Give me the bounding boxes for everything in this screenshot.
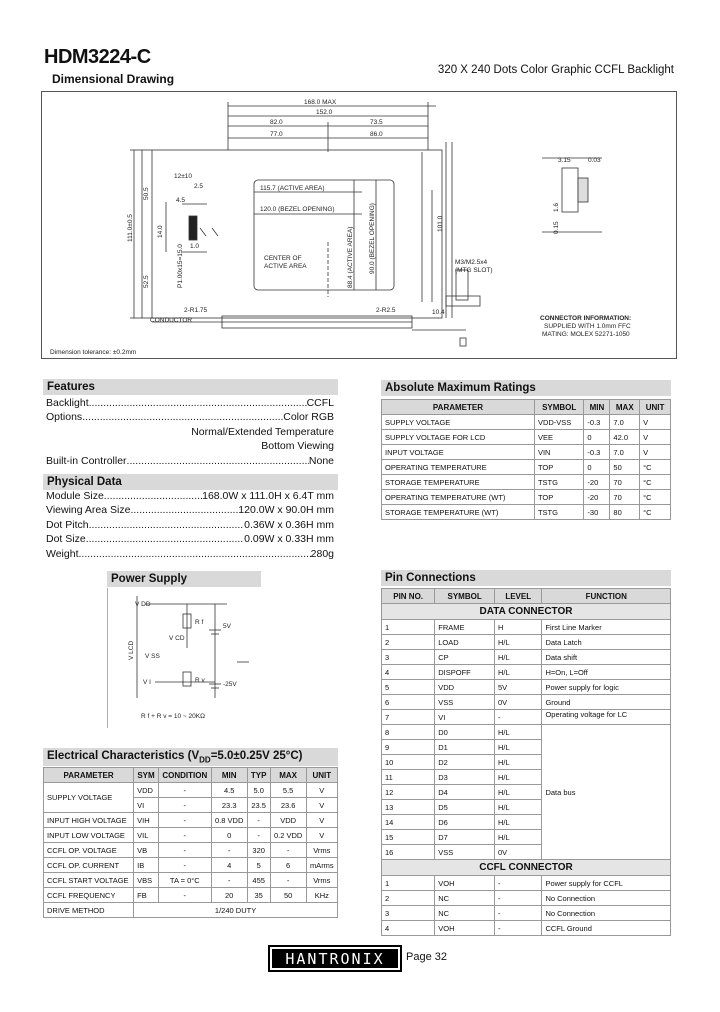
electrical-unit: Vrms <box>306 873 337 888</box>
absolute-sym: TSTG <box>534 505 583 520</box>
dim-tol: 12±10 <box>174 173 193 180</box>
dim-505-left: 50.5 <box>143 187 150 200</box>
power-rf: R f <box>195 619 204 626</box>
pin-number: 12 <box>382 785 435 800</box>
product-description: 320 X 240 Dots Color Graphic CCFL Backlight <box>437 64 674 76</box>
absolute-sym: TOP <box>534 460 583 475</box>
physical-row <box>46 518 334 532</box>
absolute-table <box>381 399 671 520</box>
dim-r25b: 2-R2.5 <box>376 307 396 314</box>
absolute-param: SUPPLY VOLTAGE <box>382 415 535 430</box>
absolute-max: 50 <box>610 460 640 475</box>
pin-row <box>382 650 671 665</box>
pin-level: H/L <box>494 725 541 740</box>
absolute-min: -30 <box>584 505 610 520</box>
electrical-max: - <box>270 843 306 858</box>
absolute-max: 70 <box>610 490 640 505</box>
conductor-label: CONDUCTOR <box>150 317 193 324</box>
absolute-min: -20 <box>584 475 610 490</box>
power-25v: -25V <box>223 681 237 688</box>
absolute-sym: VEE <box>534 430 583 445</box>
electrical-max: 0.2 VDD <box>270 828 306 843</box>
electrical-unit: V <box>306 798 337 813</box>
pin-level: H <box>494 620 541 635</box>
physical-label: Weight <box>46 547 79 560</box>
power-formula: R f + R v = 10 ~ 20KΩ <box>141 713 205 720</box>
dim-140: 14.0 <box>157 225 164 238</box>
absolute-sym: TOP <box>534 490 583 505</box>
absolute-row <box>382 475 671 490</box>
feature-controller: Built-in Controller ..... None <box>46 454 334 468</box>
dim-735: 73.5 <box>370 119 383 126</box>
absolute-header-cell: UNIT <box>640 400 671 415</box>
electrical-header-cell: CONDITION <box>158 768 211 783</box>
pin-header-cell: SYMBOL <box>435 589 495 604</box>
electrical-typ: - <box>247 813 270 828</box>
dim-101: 101.0 <box>437 215 444 232</box>
physical-label: Viewing Area Size <box>46 504 131 517</box>
dim-r175: 2-R1.75 <box>184 307 208 314</box>
electrical-unit: KHz <box>306 888 337 903</box>
absolute-unit: °C <box>640 475 671 490</box>
electrical-drive-value: 1/240 DUTY <box>134 903 338 918</box>
electrical-cond: - <box>158 858 211 873</box>
features-header: Features <box>43 379 338 395</box>
feature-options: Options ..... Color RGB <box>46 410 334 424</box>
pin-symbol: VI <box>435 710 495 725</box>
pin-number: 9 <box>382 740 435 755</box>
electrical-row <box>44 828 338 843</box>
physical-value: 0.09W x 0.33H mm <box>244 533 334 546</box>
electrical-cond: - <box>158 813 211 828</box>
pin-symbol: VSS <box>435 695 495 710</box>
drawing-svg <box>42 92 676 358</box>
dim-015: 0.15 <box>553 221 560 234</box>
pin-number: 1 <box>382 620 435 635</box>
pin-row <box>382 710 671 725</box>
ccfl-level: - <box>494 891 541 906</box>
electrical-row <box>44 873 338 888</box>
pin-level: H/L <box>494 800 541 815</box>
physical-header: Physical Data <box>43 474 338 490</box>
electrical-header: Electrical Characteristics ($V_{DD}=5.0\pm 0.25V$ 25°C) <box>43 748 338 766</box>
electrical-sym: VIL <box>134 828 159 843</box>
pin-row <box>382 620 671 635</box>
electrical-table <box>43 767 338 918</box>
electrical-row <box>44 783 338 798</box>
feature-backlight: Backlight ..... CCFL <box>46 396 334 410</box>
physical-value: 0.36W x 0.36H mm <box>244 518 334 531</box>
pin-symbol: D5 <box>435 800 495 815</box>
data-connector <box>382 604 671 620</box>
pin-level: 0V <box>494 845 541 860</box>
center-label-2: ACTIVE AREA <box>264 263 307 270</box>
electrical-sym: IB <box>134 858 159 873</box>
electrical-max: 50 <box>270 888 306 903</box>
dim-pitch: P1.00x15=15.0 <box>177 244 184 288</box>
dim-104: 10.4 <box>432 309 445 316</box>
pin-number: 3 <box>382 650 435 665</box>
absolute-max: 80 <box>610 505 640 520</box>
center-label-1: CENTER OF <box>264 255 302 262</box>
feature-options-extra-2: Bottom Viewing <box>261 440 334 453</box>
section-subtitle: Dimensional Drawing <box>52 72 175 86</box>
absolute-row <box>382 490 671 505</box>
screw-2: (MTG SLOT) <box>455 267 493 274</box>
ccfl-pin-number: 1 <box>382 876 435 891</box>
dim-111: 111.0±0.5 <box>127 214 134 242</box>
ccfl-function: No Connection <box>542 906 671 921</box>
electrical-unit: V <box>306 828 337 843</box>
absolute-header-cell: PARAMETER <box>382 400 535 415</box>
ccfl-row <box>382 876 671 891</box>
absolute-row <box>382 430 671 445</box>
pin-symbol: CP <box>435 650 495 665</box>
dim-152: 152.0 <box>316 109 333 116</box>
electrical-typ: - <box>247 828 270 843</box>
physical-list <box>46 489 334 561</box>
electrical-sym: VDD <box>134 783 159 798</box>
electrical-param: DRIVE METHOD <box>44 903 134 918</box>
electrical-min: 0.8 VDD <box>211 813 247 828</box>
connector-info-title: CONNECTOR INFORMATION: <box>540 315 632 322</box>
electrical-typ: 5 <box>247 858 270 873</box>
absolute-unit: °C <box>640 505 671 520</box>
dim-315: 3.15 <box>558 157 571 164</box>
absolute-sym: VIN <box>534 445 583 460</box>
absolute-max: 7.0 <box>610 445 640 460</box>
physical-label: Dot Pitch <box>46 518 89 531</box>
electrical-unit: Vrms <box>306 843 337 858</box>
dim-r25: 2.5 <box>194 183 204 190</box>
pin-row <box>382 680 671 695</box>
pin-symbol: D0 <box>435 725 495 740</box>
pin-number: 10 <box>382 755 435 770</box>
absolute-max: 70 <box>610 475 640 490</box>
absolute-param: OPERATING TEMPERATURE <box>382 460 535 475</box>
tolerance-note: Dimension tolerance: ±0.2mm <box>50 349 137 356</box>
electrical-min: - <box>211 843 247 858</box>
ccfl-symbol: VOH <box>435 921 495 936</box>
pin-function: First Line Marker <box>542 620 671 635</box>
absolute-header: Absolute Maximum Ratings <box>381 380 671 396</box>
pin-level: H/L <box>494 665 541 680</box>
power-5v: 5V <box>223 623 231 630</box>
power-vcd: V CD <box>169 635 185 642</box>
pin-number: 11 <box>382 770 435 785</box>
physical-label: Module Size <box>46 490 104 502</box>
absolute-min: 0 <box>584 460 610 475</box>
absolute-param: STORAGE TEMPERATURE (WT) <box>382 505 535 520</box>
pin-symbol: D6 <box>435 815 495 830</box>
pin-level: H/L <box>494 740 541 755</box>
pin-symbol: VSS <box>435 845 495 860</box>
ccfl-level: - <box>494 921 541 936</box>
absolute-param: OPERATING TEMPERATURE (WT) <box>382 490 535 505</box>
pin-number: 4 <box>382 665 435 680</box>
physical-value: 168.0W x 111.0H x 6.4T mm <box>202 490 334 502</box>
pin-symbol: D2 <box>435 755 495 770</box>
pin-level: H/L <box>494 650 541 665</box>
physical-value: 120.0W x 90.0H mm <box>238 504 334 517</box>
electrical-param: CCFL FREQUENCY <box>44 888 134 903</box>
ccfl-level: - <box>494 906 541 921</box>
power-rv: R v <box>195 677 205 684</box>
ccfl-symbol: NC <box>435 891 495 906</box>
electrical-min: 20 <box>211 888 247 903</box>
power-diagram <box>107 588 261 728</box>
physical-label: Dot Size <box>46 533 86 546</box>
absolute-unit: °C <box>640 490 671 505</box>
pin-row <box>382 665 671 680</box>
pin-header-cell: LEVEL <box>494 589 541 604</box>
electrical-sym: VBS <box>134 873 159 888</box>
pin-number: 13 <box>382 800 435 815</box>
dimensional-drawing <box>41 91 677 359</box>
absolute-row <box>382 445 671 460</box>
electrical-param: INPUT HIGH VOLTAGE <box>44 813 134 828</box>
pin-number: 5 <box>382 680 435 695</box>
pin-level: H/L <box>494 755 541 770</box>
electrical-header-cell: MIN <box>211 768 247 783</box>
electrical-row <box>44 903 338 918</box>
electrical-header-cell: UNIT <box>306 768 337 783</box>
pin-number: 16 <box>382 845 435 860</box>
electrical-sym: VI <box>134 798 159 813</box>
electrical-typ: 5.0 <box>247 783 270 798</box>
electrical-param: INPUT LOW VOLTAGE <box>44 828 134 843</box>
pin-symbol: VDD <box>435 680 495 695</box>
connector-info-1: SUPPLIED WITH 1.0mm FFC <box>544 323 631 330</box>
physical-row <box>46 489 334 503</box>
electrical-max: 23.6 <box>270 798 306 813</box>
pin-level: 5V <box>494 680 541 695</box>
electrical-min: - <box>211 873 247 888</box>
absolute-min: 0 <box>584 430 610 445</box>
screw-1: M3/M2.5x4 <box>455 259 488 266</box>
electrical-header-cell: TYP <box>247 768 270 783</box>
electrical-cond: - <box>158 798 211 813</box>
electrical-min: 0 <box>211 828 247 843</box>
pin-row <box>382 635 671 650</box>
pin-symbol: LOAD <box>435 635 495 650</box>
electrical-sym: FB <box>134 888 159 903</box>
electrical-param: CCFL OP. CURRENT <box>44 858 134 873</box>
dim-max-width: 168.0 MAX <box>304 99 337 106</box>
pin-level: H/L <box>494 635 541 650</box>
dim-10: 1.0 <box>190 243 200 250</box>
ccfl-function: Power supply for CCFL <box>542 876 671 891</box>
absolute-unit: V <box>640 415 671 430</box>
electrical-typ: 455 <box>247 873 270 888</box>
electrical-max: - <box>270 873 306 888</box>
dim-45: 4.5 <box>176 197 186 204</box>
dim-884: 88.4 (ACTIVE AREA) <box>347 226 354 288</box>
electrical-param: CCFL START VOLTAGE <box>44 873 134 888</box>
dim-86: 86.0 <box>370 131 383 138</box>
electrical-typ: 23.5 <box>247 798 270 813</box>
ccfl-connector-title: CCFL CONNECTOR <box>382 860 671 876</box>
connector-info-2: MATING: MOLEX 52271-1050 <box>542 331 630 338</box>
electrical-unit: V <box>306 813 337 828</box>
absolute-min: -20 <box>584 490 610 505</box>
pin-function: Power supply for logic <box>542 680 671 695</box>
electrical-row <box>44 843 338 858</box>
absolute-header-cell: MAX <box>610 400 640 415</box>
electrical-cond: - <box>158 783 211 798</box>
electrical-row <box>44 813 338 828</box>
pin-level: - <box>494 710 541 725</box>
dim-16: 1.6 <box>553 202 560 212</box>
pin-symbol: D4 <box>435 785 495 800</box>
absolute-max: 7.0 <box>610 415 640 430</box>
pin-header-cell: PIN NO. <box>382 589 435 604</box>
physical-row <box>46 503 334 517</box>
pin-row <box>382 695 671 710</box>
dim-90: 90.0 (BEZEL OPENING) <box>369 203 376 274</box>
pin-level: H/L <box>494 770 541 785</box>
electrical-unit: V <box>306 783 337 798</box>
absolute-table-wrap <box>381 399 671 520</box>
electrical-typ: 320 <box>247 843 270 858</box>
pin-function-databus: Data bus <box>542 725 671 860</box>
electrical-header-cell: MAX <box>270 768 306 783</box>
pin-symbol: DISPOFF <box>435 665 495 680</box>
page-number: Page 32 <box>406 951 447 963</box>
electrical-header-cell: PARAMETER <box>44 768 134 783</box>
feature-options-extra-1: Normal/Extended Temperature <box>191 425 334 438</box>
physical-row <box>46 532 334 546</box>
electrical-cond: - <box>158 843 211 858</box>
dim-003: 0.03 <box>588 157 601 164</box>
electrical-table-wrap <box>43 767 338 918</box>
absolute-unit: V <box>640 445 671 460</box>
electrical-max: 6 <box>270 858 306 873</box>
electrical-param: CCFL OP. VOLTAGE <box>44 843 134 858</box>
pin-level: H/L <box>494 815 541 830</box>
pin-level: H/L <box>494 830 541 845</box>
pins-table-wrap <box>381 588 671 936</box>
absolute-header-cell: SYMBOL <box>534 400 583 415</box>
absolute-row <box>382 505 671 520</box>
pin-header-cell: FUNCTION <box>542 589 671 604</box>
absolute-min: -0.3 <box>584 415 610 430</box>
ccfl-function: CCFL Ground <box>542 921 671 936</box>
dim-77: 77.0 <box>270 131 283 138</box>
pin-function: H=On, L=Off <box>542 665 671 680</box>
pin-symbol: D7 <box>435 830 495 845</box>
pin-level: 0V <box>494 695 541 710</box>
electrical-header-cell: SYM <box>134 768 159 783</box>
pin-symbol: D3 <box>435 770 495 785</box>
pin-number: 14 <box>382 815 435 830</box>
ccfl-symbol: VOH <box>435 876 495 891</box>
pin-level: H/L <box>494 785 541 800</box>
electrical-min: 23.3 <box>211 798 247 813</box>
pin-number: 2 <box>382 635 435 650</box>
dim-active-area: 115.7 (ACTIVE AREA) <box>260 185 325 192</box>
dim-82: 82.0 <box>270 119 283 126</box>
electrical-row <box>44 888 338 903</box>
electrical-max: 5.5 <box>270 783 306 798</box>
power-vi: V I <box>143 679 151 686</box>
electrical-cond: - <box>158 828 211 843</box>
physical-value: 280g <box>310 547 334 560</box>
ccfl-connector <box>382 860 671 876</box>
absolute-unit: °C <box>640 460 671 475</box>
electrical-min: 4 <box>211 858 247 873</box>
pin-number: 6 <box>382 695 435 710</box>
power-header: Power Supply <box>107 571 261 587</box>
pin-symbol: D1 <box>435 740 495 755</box>
ccfl-row <box>382 891 671 906</box>
electrical-row <box>44 858 338 873</box>
absolute-param: INPUT VOLTAGE <box>382 445 535 460</box>
ccfl-row <box>382 921 671 936</box>
power-vlcd: V LCD <box>128 640 135 660</box>
dim-525: 52.5 <box>143 275 150 288</box>
pins-table <box>381 588 671 936</box>
electrical-sym: VB <box>134 843 159 858</box>
absolute-unit: V <box>640 430 671 445</box>
absolute-row <box>382 460 671 475</box>
model-title: HDM3224-C <box>44 46 151 68</box>
electrical-cond: - <box>158 888 211 903</box>
pins-header: Pin Connections <box>381 570 671 586</box>
absolute-row <box>382 415 671 430</box>
features-list <box>46 396 334 468</box>
pin-function: Ground <box>542 695 671 710</box>
ccfl-pin-number: 2 <box>382 891 435 906</box>
ccfl-row <box>382 906 671 921</box>
pin-row <box>382 725 671 740</box>
electrical-min: 4.5 <box>211 783 247 798</box>
data-connector-title: DATA CONNECTOR <box>382 604 671 620</box>
electrical-unit: mArms <box>306 858 337 873</box>
ccfl-pin-number: 4 <box>382 921 435 936</box>
physical-row <box>46 547 334 561</box>
pin-function: Data shift <box>542 650 671 665</box>
ccfl-pin-number: 3 <box>382 906 435 921</box>
hantronix-logo: HANTRONIX <box>268 945 402 972</box>
absolute-header-cell: MIN <box>584 400 610 415</box>
ccfl-symbol: NC <box>435 906 495 921</box>
absolute-param: STORAGE TEMPERATURE <box>382 475 535 490</box>
absolute-sym: TSTG <box>534 475 583 490</box>
pin-number: 7 <box>382 710 435 725</box>
ccfl-function: No Connection <box>542 891 671 906</box>
absolute-max: 42.0 <box>610 430 640 445</box>
pin-function: Operating voltage for LC <box>542 710 671 725</box>
absolute-param: SUPPLY VOLTAGE FOR LCD <box>382 430 535 445</box>
absolute-sym: VDD-VSS <box>534 415 583 430</box>
absolute-min: -0.3 <box>584 445 610 460</box>
electrical-typ: 35 <box>247 888 270 903</box>
dim-bezel: 120.0 (BEZEL OPENING) <box>260 206 335 213</box>
electrical-max: VDD <box>270 813 306 828</box>
power-vss: V SS <box>145 653 160 660</box>
pin-number: 8 <box>382 725 435 740</box>
electrical-sym: VIH <box>134 813 159 828</box>
pin-symbol: FRAME <box>435 620 495 635</box>
electrical-cond: TA = 0°C <box>158 873 211 888</box>
pin-number: 15 <box>382 830 435 845</box>
power-vdd: V DD <box>135 601 151 608</box>
electrical-param: SUPPLY VOLTAGE <box>44 783 134 813</box>
ccfl-level: - <box>494 876 541 891</box>
pin-function: Data Latch <box>542 635 671 650</box>
